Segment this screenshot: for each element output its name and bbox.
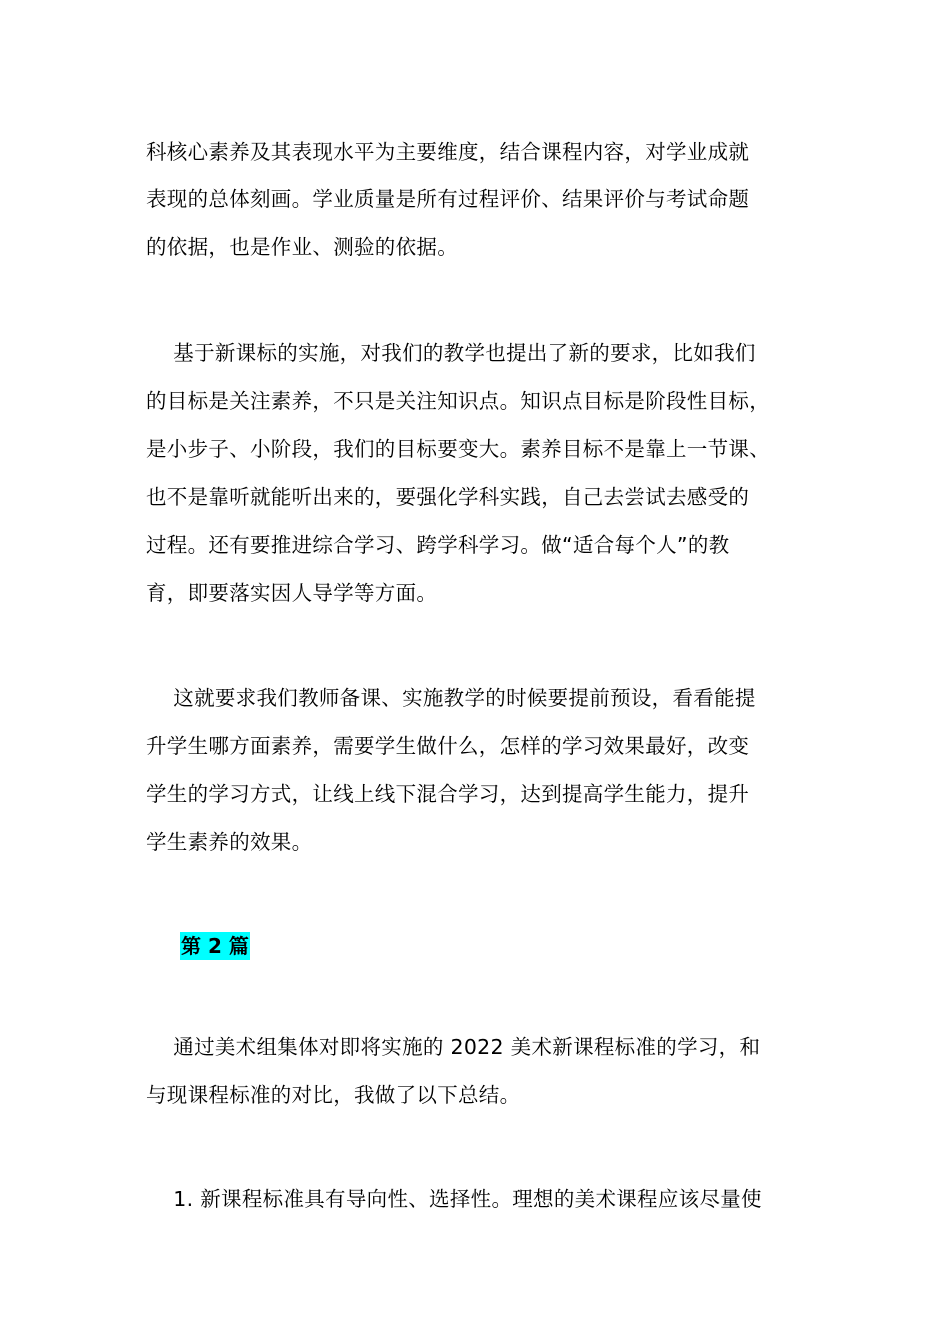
section-paragraph-1-line-1: 通过美术组集体对即将实施的 2022 美术新课程标准的学习，和 <box>146 1035 761 1059</box>
paragraph-3-line-2: 升学生哪方面素养，需要学生做什么，怎样的学习效果最好，改变 <box>146 734 750 758</box>
section-heading: 第 2 篇 <box>181 934 249 958</box>
paragraph-3-line-1: 这就要求我们教师备课、实施教学的时候要提前预设，看看能提 <box>146 686 756 710</box>
paragraph-2-line-4: 也不是靠听就能听出来的，要强化学科实践，自己去尝试去感受的 <box>146 485 750 509</box>
paragraph-1-line-1: 科核心素养及其表现水平为主要维度，结合课程内容，对学业成就 <box>146 140 750 164</box>
section-paragraph-2-line-1: 1. 新课程标准具有导向性、选择性。理想的美术课程应该尽量使 <box>146 1187 762 1211</box>
paragraph-2-line-2: 的目标是关注素养，不只是关注知识点。知识点目标是阶段性目标， <box>146 389 770 413</box>
paragraph-2-line-1: 基于新课标的实施，对我们的教学也提出了新的要求，比如我们 <box>146 341 756 365</box>
paragraph-1-line-3: 的依据，也是作业、测验的依据。 <box>146 235 458 259</box>
paragraph-1-line-2: 表现的总体刻画。学业质量是所有过程评价、结果评价与考试命题 <box>146 187 750 211</box>
paragraph-3-line-3: 学生的学习方式，让线上线下混合学习，达到提高学生能力，提升 <box>146 782 750 806</box>
paragraph-2-line-3: 是小步子、小阶段，我们的目标要变大。素养目标不是靠上一节课、 <box>146 437 770 461</box>
paragraph-2-line-6: 育，即要落实因人导学等方面。 <box>146 581 438 605</box>
paragraph-2-line-5: 过程。还有要推进综合学习、跨学科学习。做“适合每个人”的教 <box>146 533 730 557</box>
section-paragraph-1-line-2: 与现课程标准的对比，我做了以下总结。 <box>146 1083 521 1107</box>
paragraph-3-line-4: 学生素养的效果。 <box>146 830 313 854</box>
